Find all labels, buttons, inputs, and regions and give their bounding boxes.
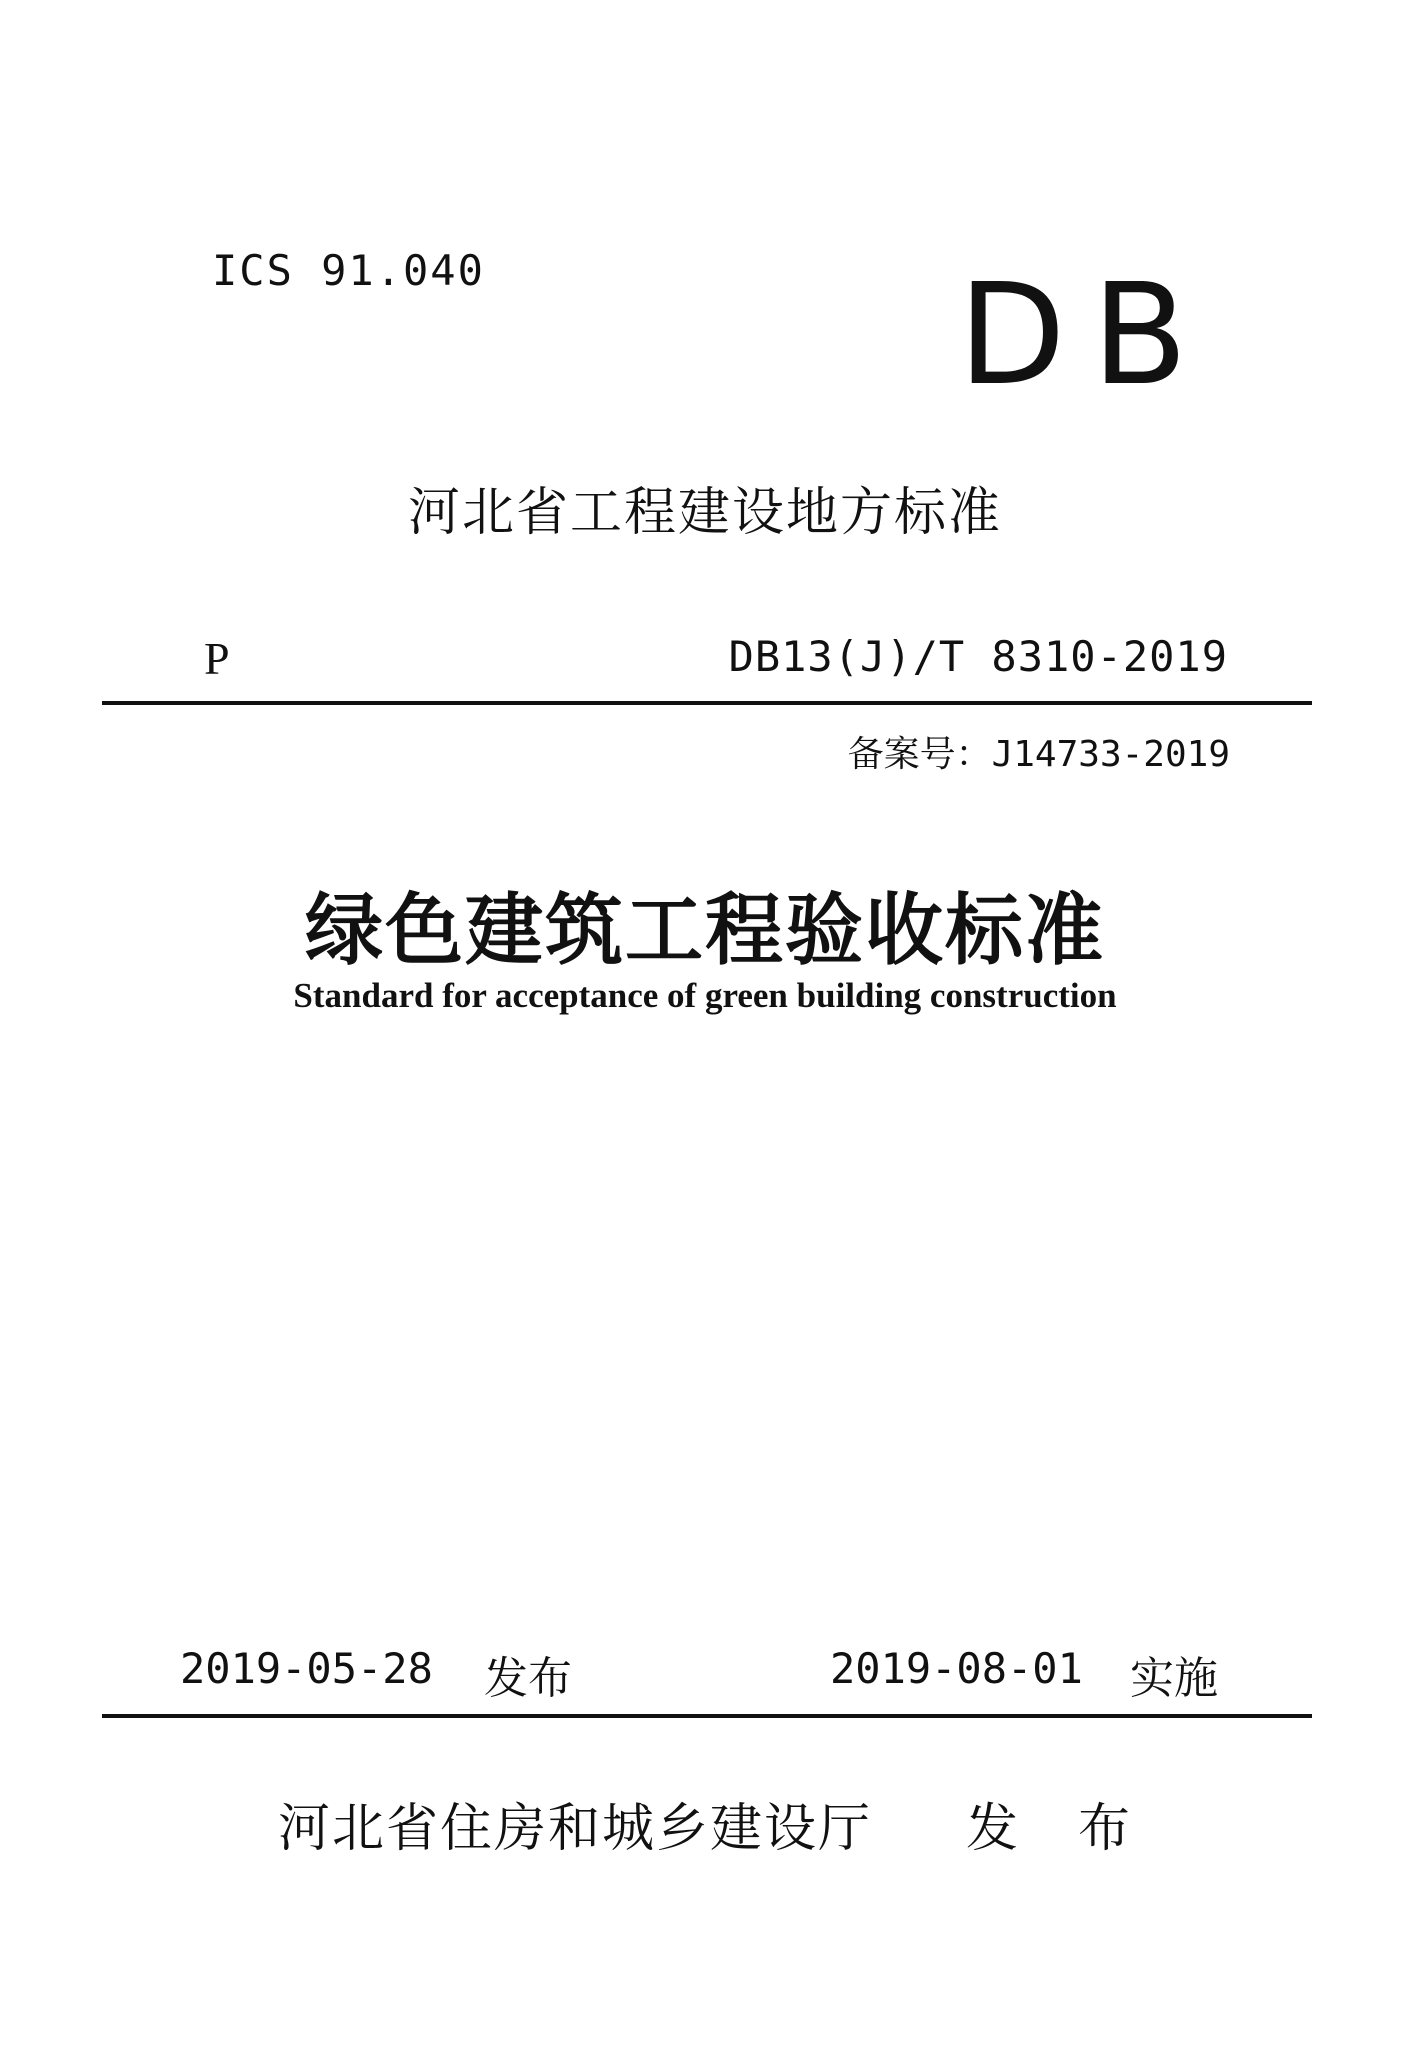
document-title-english: Standard for acceptance of green building construction (293, 976, 1117, 1015)
implement-label: 实施 (1130, 1653, 1218, 1704)
issue-action-char-1: 发 (966, 1799, 1019, 1859)
document-title-chinese: 绿色建筑工程验收标准 (304, 885, 1105, 976)
standard-category: 河北省工程建设地方标准 (407, 483, 1002, 543)
classification-code: P (204, 633, 230, 684)
record-number: 备案号：J14733-2019 (847, 734, 1230, 775)
issuing-authority: 河北省住房和城乡建设厅 (278, 1799, 873, 1859)
issue-action-char-2: 布 (1078, 1799, 1131, 1859)
db-logo-mark: DB (958, 254, 1214, 417)
ics-code: ICS 91.040 (212, 246, 485, 295)
bottom-divider (102, 1714, 1312, 1718)
top-divider (102, 701, 1312, 705)
issue-label: 发布 (484, 1653, 572, 1704)
issue-date: 2019-05-28 (180, 1644, 433, 1693)
implement-date: 2019-08-01 (830, 1644, 1083, 1693)
standard-number: DB13(J)/T 8310-2019 (728, 632, 1228, 681)
